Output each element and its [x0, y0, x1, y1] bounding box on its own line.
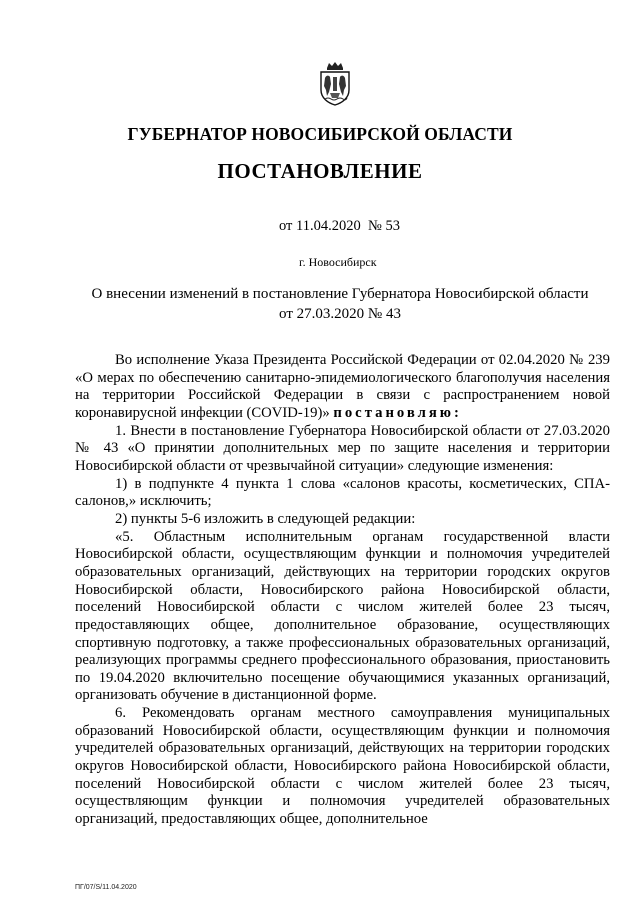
document-type-title: ПОСТАНОВЛЕНИЕ	[217, 159, 423, 183]
resolve-word: постановляю	[333, 404, 455, 421]
subject-line-2: от 27.03.2020 № 43	[279, 306, 401, 322]
intro-paragraph	[75, 352, 610, 423]
resolve-punct: :	[454, 404, 459, 421]
intro-text: Во исполнение Указа Президента Российской Федерации от 02.04.2020 № 239 «О мерах по обеспечению санитарно-эпидемиологического благополучия населения на территории Российской Федерации в связи с распространением новой коронавирусной инфекции (COVID-19)»	[75, 352, 610, 421]
paragraph-1-item-2: 2) пункты 5-6 изложить в следующей редакции:	[115, 510, 416, 527]
subject-line-1: О внесении изменений в постановление Губернатора Новосибирской области	[91, 286, 589, 302]
paragraph-5: «5. Областным исполнительным органам государственной власти Новосибирской области, осуществляющим функции и полномочия учредителей образовательных организаций, действующих на территории городских округов Новосибирской области, Новосибирского района Новосибирской области, поселений Новосибирской области с числом жителей более 23 тысяч, предоставляющих общее, дополнительное образование, осуществляющих спортивную подготовку, а также профессиональных образовательных организаций, реализующих программы среднего профессионального образования, приостановить по 19.04.2020 включительно посещение обучающимися указанных организаций, организовать обучение в дистанционной форме.	[75, 528, 610, 704]
coat-of-arms-icon	[316, 62, 354, 106]
paragraph-1-item-1: 1) в подпункте 4 пункта 1 слова «салонов красоты, косметических, СПА-салонов,» исключить;	[75, 475, 610, 510]
issuer-heading: ГУБЕРНАТОР НОВОСИБИРСКОЙ ОБЛАСТИ	[127, 124, 513, 144]
footer-document-code: ПГ/07/S/11.04.2020	[75, 884, 137, 891]
paragraph-6: 6. Рекомендовать органам местного самоуправления муниципальных образований Новосибирской области, осуществляющим функции и полномочия учредителей образовательных организаций, действующих на территории городских округов Новосибирской области, Новосибирского района Новосибирской области, поселений Новосибирской области с числом жителей более 23 тысяч, осуществляющим функции и полномочия учредителей образовательных организаций, предоставляющих общее, дополнительное	[75, 705, 610, 828]
document-date-number: от 11.04.2020 № 53	[279, 218, 400, 234]
paragraph-1: 1. Внести в постановление Губернатора Новосибирской области от 27.03.2020 № 43 «О принятии дополнительных мер по защите населения и территории Новосибирской области от чрезвычайной ситуации» следующие изменения:	[75, 422, 610, 474]
document-city: г. Новосибирск	[299, 255, 377, 269]
document-subject	[60, 284, 620, 324]
document-body	[75, 352, 610, 829]
